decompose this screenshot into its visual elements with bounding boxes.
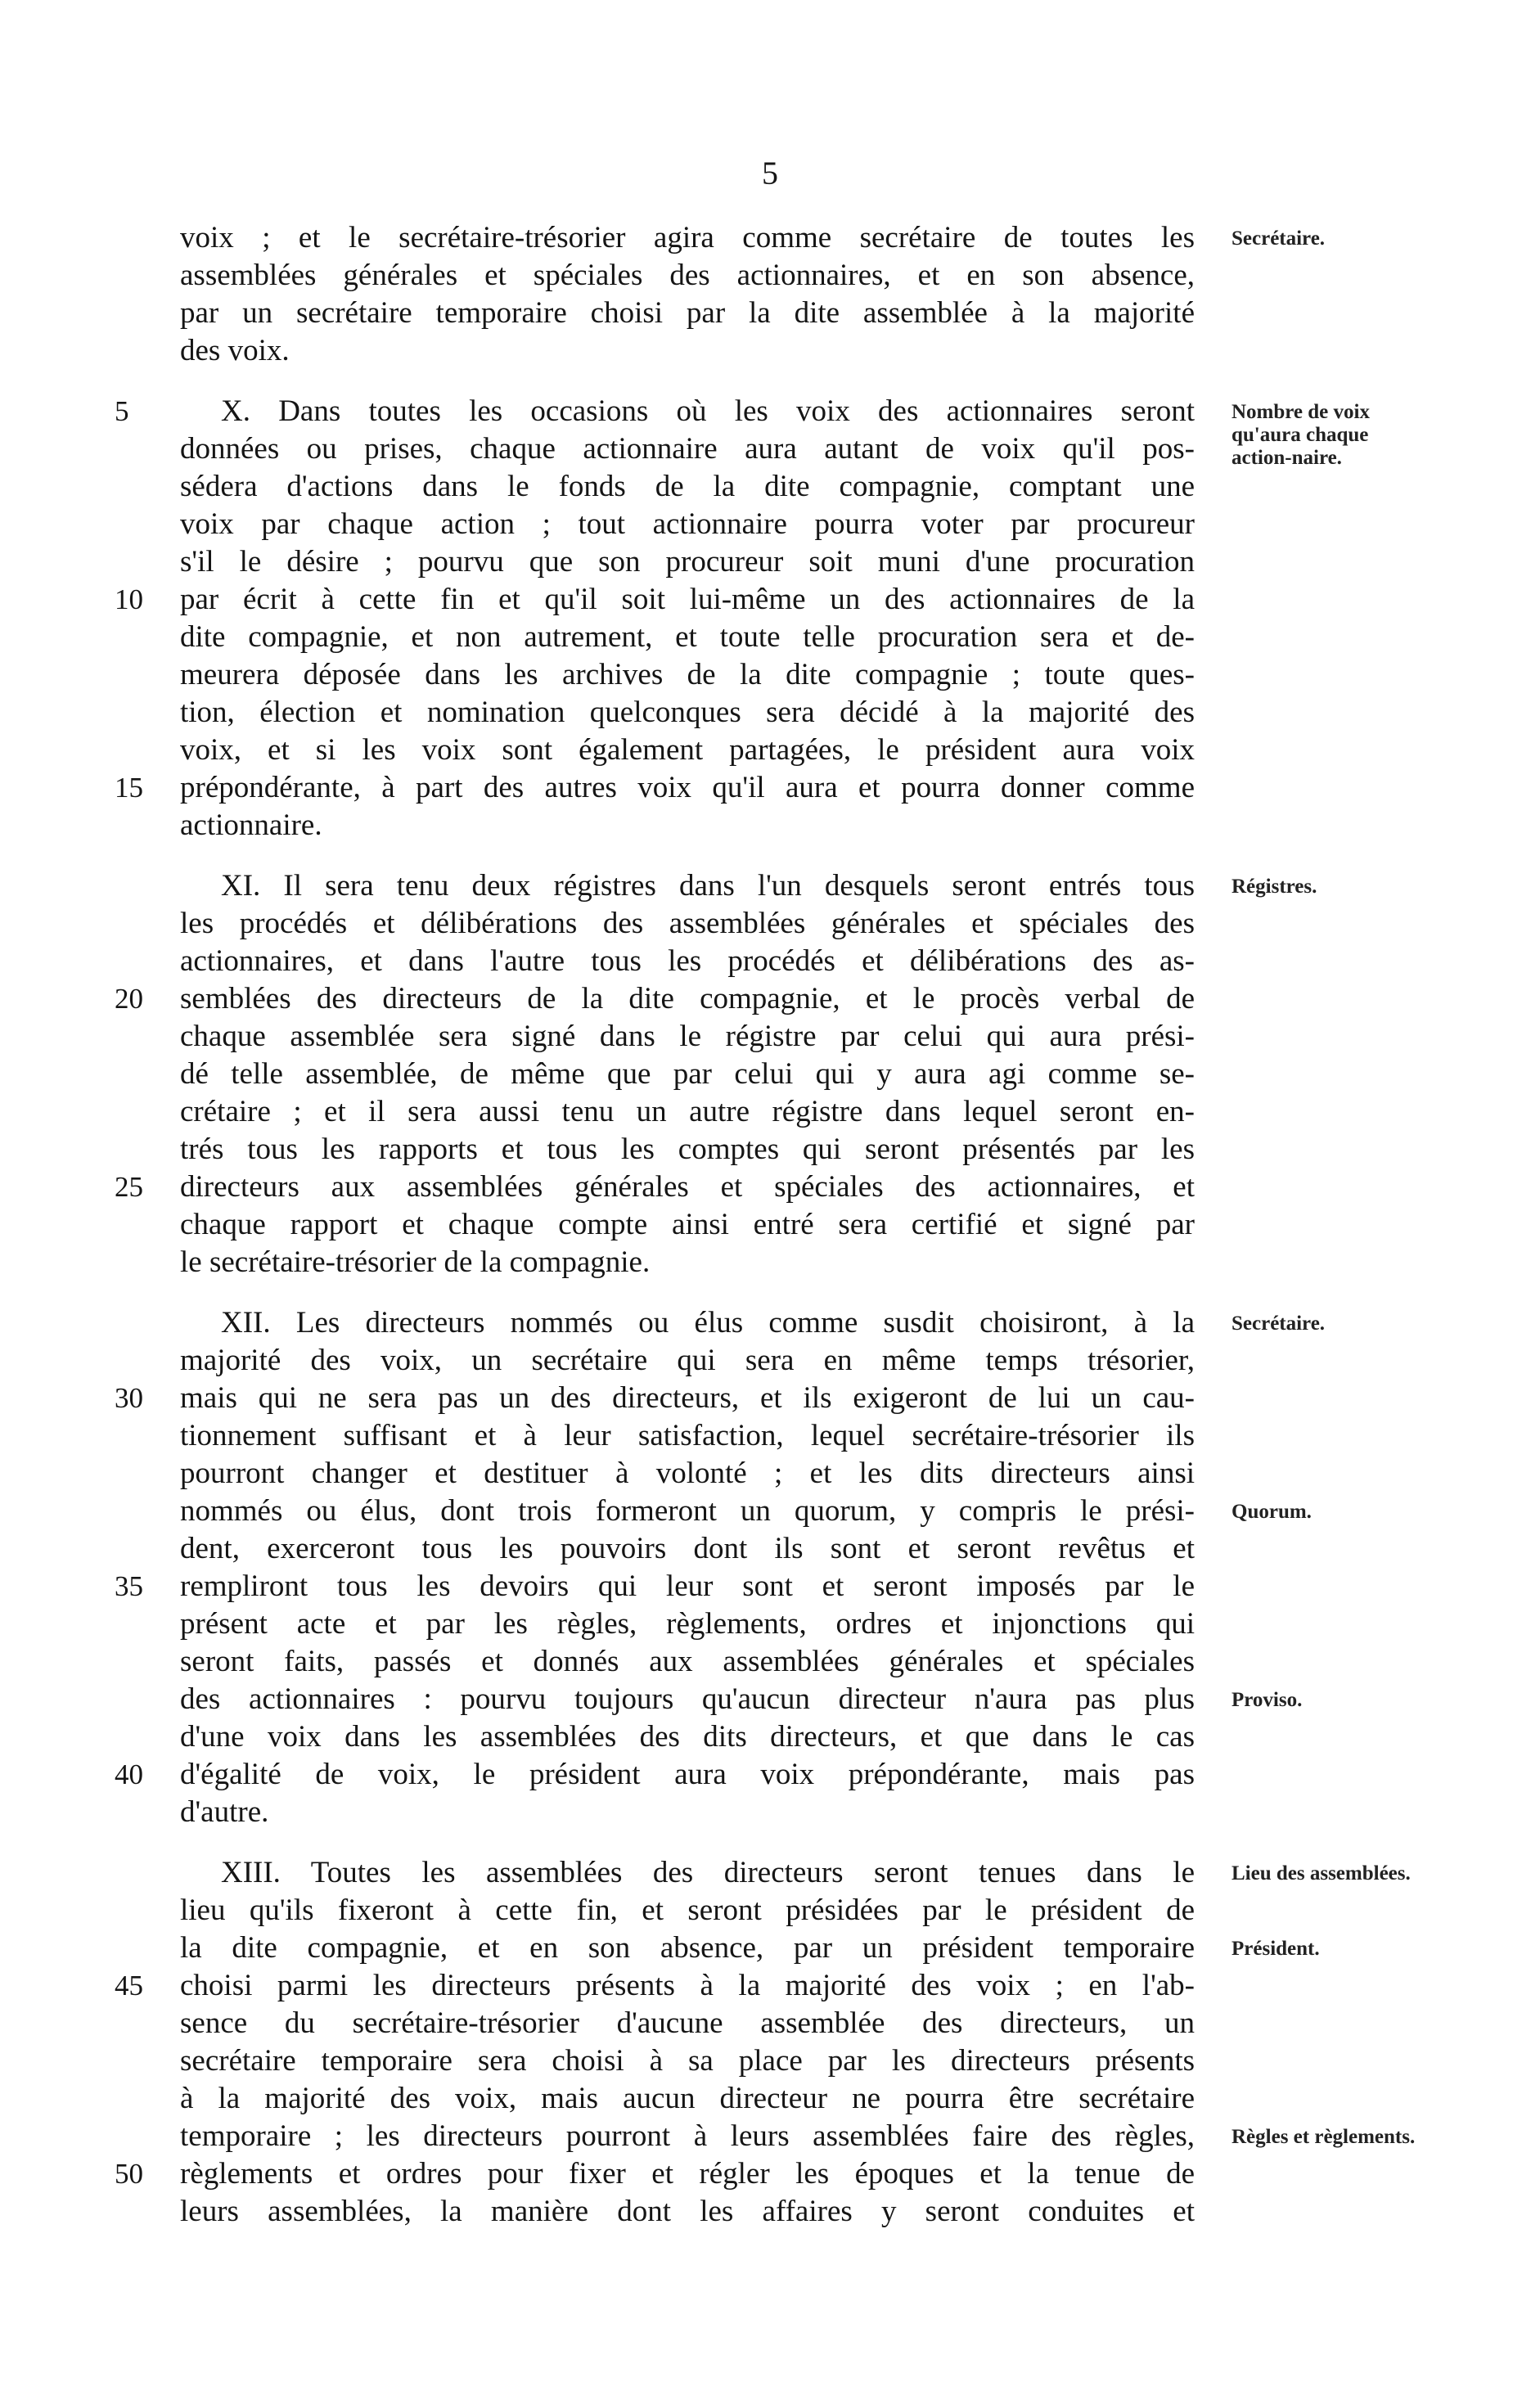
margin-note-president: Président. (1232, 1938, 1320, 1960)
text-line: actionnaire. (180, 808, 322, 842)
text-line: dé telle assemblée, de même que par celui qui y aura agi comme se- (180, 1057, 1195, 1091)
text-line: actionnaires, et dans l'autre tous les procédés et délibérations des as- (180, 944, 1195, 978)
margin-note-quorum: Quorum. (1232, 1501, 1312, 1523)
text-line: présent acte et par les règles, règlements, ordres et injonctions qui (180, 1607, 1195, 1641)
margin-note-nombre-de-voix: Nombre de voix qu'aura chaque action-naire. (1232, 401, 1370, 469)
text-line: seront faits, passés et donnés aux assemblées générales et spéciales (180, 1645, 1195, 1678)
text-line: données ou prises, chaque actionnaire aura autant de voix qu'il pos- (180, 432, 1195, 466)
text-line: choisi parmi les directeurs présents à la majorité des voix ; en l'ab- (180, 1969, 1195, 2002)
line-number: 5 (115, 395, 129, 427)
text-line: la dite compagnie, et en son absence, par un président temporaire (180, 1931, 1195, 1965)
text-line: mais qui ne sera pas un des directeurs, et ils exigeront de lui un cau- (180, 1381, 1195, 1415)
margin-note-proviso: Proviso. (1232, 1689, 1303, 1711)
line-number: 25 (115, 1171, 143, 1203)
text-line: XI. Il sera tenu deux régistres dans l'un desquels seront entrés tous (221, 869, 1195, 903)
line-number: 40 (115, 1758, 143, 1790)
text-line: crétaire ; et il sera aussi tenu un autre régistre dans lequel seront en- (180, 1095, 1195, 1128)
margin-note-secretaire-2: Secrétaire. (1232, 1313, 1326, 1335)
margin-note-regles-et-reglements: Règles et règlements. (1232, 2126, 1416, 2148)
text-line: voix ; et le secrétaire-trésorier agira comme secrétaire de toutes les (180, 221, 1195, 254)
text-line: tion, élection et nomination quelconques sera décidé à la majorité des (180, 696, 1195, 729)
text-line: règlements et ordres pour fixer et régler les époques et la tenue de (180, 2157, 1195, 2191)
text-line: secrétaire temporaire sera choisi à sa place par les directeurs présents (180, 2044, 1195, 2078)
page-number: 5 (762, 155, 778, 191)
text-line: d'une voix dans les assemblées des dits directeurs, et que dans le cas (180, 1720, 1195, 1754)
margin-note-lieu-des-assemblees: Lieu des assemblées. (1232, 1862, 1411, 1884)
line-number: 15 (115, 772, 143, 804)
text-line: nommés ou élus, dont trois formeront un quorum, y compris le prési- (180, 1494, 1195, 1528)
text-line: temporaire ; les directeurs pourront à leurs assemblées faire des règles, (180, 2119, 1195, 2153)
text-line: X. Dans toutes les occasions où les voix des actionnaires seront (221, 394, 1195, 428)
text-line: semblées des directeurs de la dite compagnie, et le procès verbal de (180, 982, 1195, 1015)
line-number: 10 (115, 583, 143, 615)
text-line: dent, exerceront tous les pouvoirs dont ils sont et seront revêtus et (180, 1532, 1195, 1565)
text-line: prépondérante, à part des autres voix qu'il aura et pourra donner comme (180, 771, 1195, 804)
text-line: lieu qu'ils fixeront à cette fin, et seront présidées par le président de (180, 1893, 1195, 1927)
text-line: d'égalité de voix, le président aura voix prépondérante, mais pas (180, 1758, 1195, 1791)
text-line: chaque assemblée sera signé dans le régistre par celui qui aura prési- (180, 1020, 1195, 1053)
text-line: rempliront tous les devoirs qui leur sont et seront imposés par le (180, 1569, 1195, 1603)
text-line: meurera déposée dans les archives de la dite compagnie ; toute ques- (180, 658, 1195, 691)
text-line: d'autre. (180, 1795, 269, 1829)
text-line: assemblées générales et spéciales des actionnaires, et en son absence, (180, 259, 1195, 292)
text-line: sence du secrétaire-trésorier d'aucune assemblée des directeurs, un (180, 2006, 1195, 2040)
line-number: 30 (115, 1382, 143, 1414)
text-line: XIII. Toutes les assemblées des directeurs seront tenues dans le (221, 1856, 1195, 1889)
text-line: XII. Les directeurs nommés ou élus comme susdit choisiront, à la (221, 1306, 1195, 1340)
line-number: 35 (115, 1570, 143, 1602)
margin-note-registres: Régistres. (1232, 876, 1317, 898)
margin-note-secretaire: Secrétaire. (1232, 227, 1326, 250)
text-line: tionnement suffisant et à leur satisfaction, lequel secrétaire-trésorier ils (180, 1419, 1195, 1452)
text-line: par un secrétaire temporaire choisi par la dite assemblée à la majorité (180, 296, 1195, 330)
text-line: leurs assemblées, la manière dont les affaires y seront conduites et (180, 2195, 1195, 2228)
text-line: majorité des voix, un secrétaire qui sera en même temps trésorier, (180, 1344, 1195, 1377)
text-line: pourront changer et destituer à volonté ; et les dits directeurs ainsi (180, 1457, 1195, 1490)
text-line: à la majorité des voix, mais aucun directeur ne pourra être secrétaire (180, 2082, 1195, 2115)
text-line: chaque rapport et chaque compte ainsi entré sera certifié et signé par (180, 1208, 1195, 1241)
text-line: par écrit à cette fin et qu'il soit lui-même un des actionnaires de la (180, 583, 1195, 616)
text-line: directeurs aux assemblées générales et spéciales des actionnaires, et (180, 1170, 1195, 1204)
text-line: s'il le désire ; pourvu que son procureur soit muni d'une procuration (180, 545, 1195, 579)
text-line: le secrétaire-trésorier de la compagnie. (180, 1245, 651, 1279)
text-line: voix, et si les voix sont également partagées, le président aura voix (180, 733, 1195, 767)
text-line: dite compagnie, et non autrement, et toute telle procuration sera et de- (180, 620, 1195, 654)
text-line: trés tous les rapports et tous les comptes qui seront présentés par les (180, 1132, 1195, 1166)
text-line: des actionnaires : pourvu toujours qu'aucun directeur n'aura pas plus (180, 1682, 1195, 1716)
text-line: des voix. (180, 334, 290, 367)
text-line: voix par chaque action ; tout actionnaire pourra voter par procureur (180, 507, 1195, 541)
line-number: 45 (115, 1970, 143, 2002)
line-number: 20 (115, 983, 143, 1015)
text-line: sédera d'actions dans le fonds de la dite compagnie, comptant une (180, 470, 1195, 503)
line-number: 50 (115, 2158, 143, 2190)
text-line: les procédés et délibérations des assemblées générales et spéciales des (180, 907, 1195, 940)
